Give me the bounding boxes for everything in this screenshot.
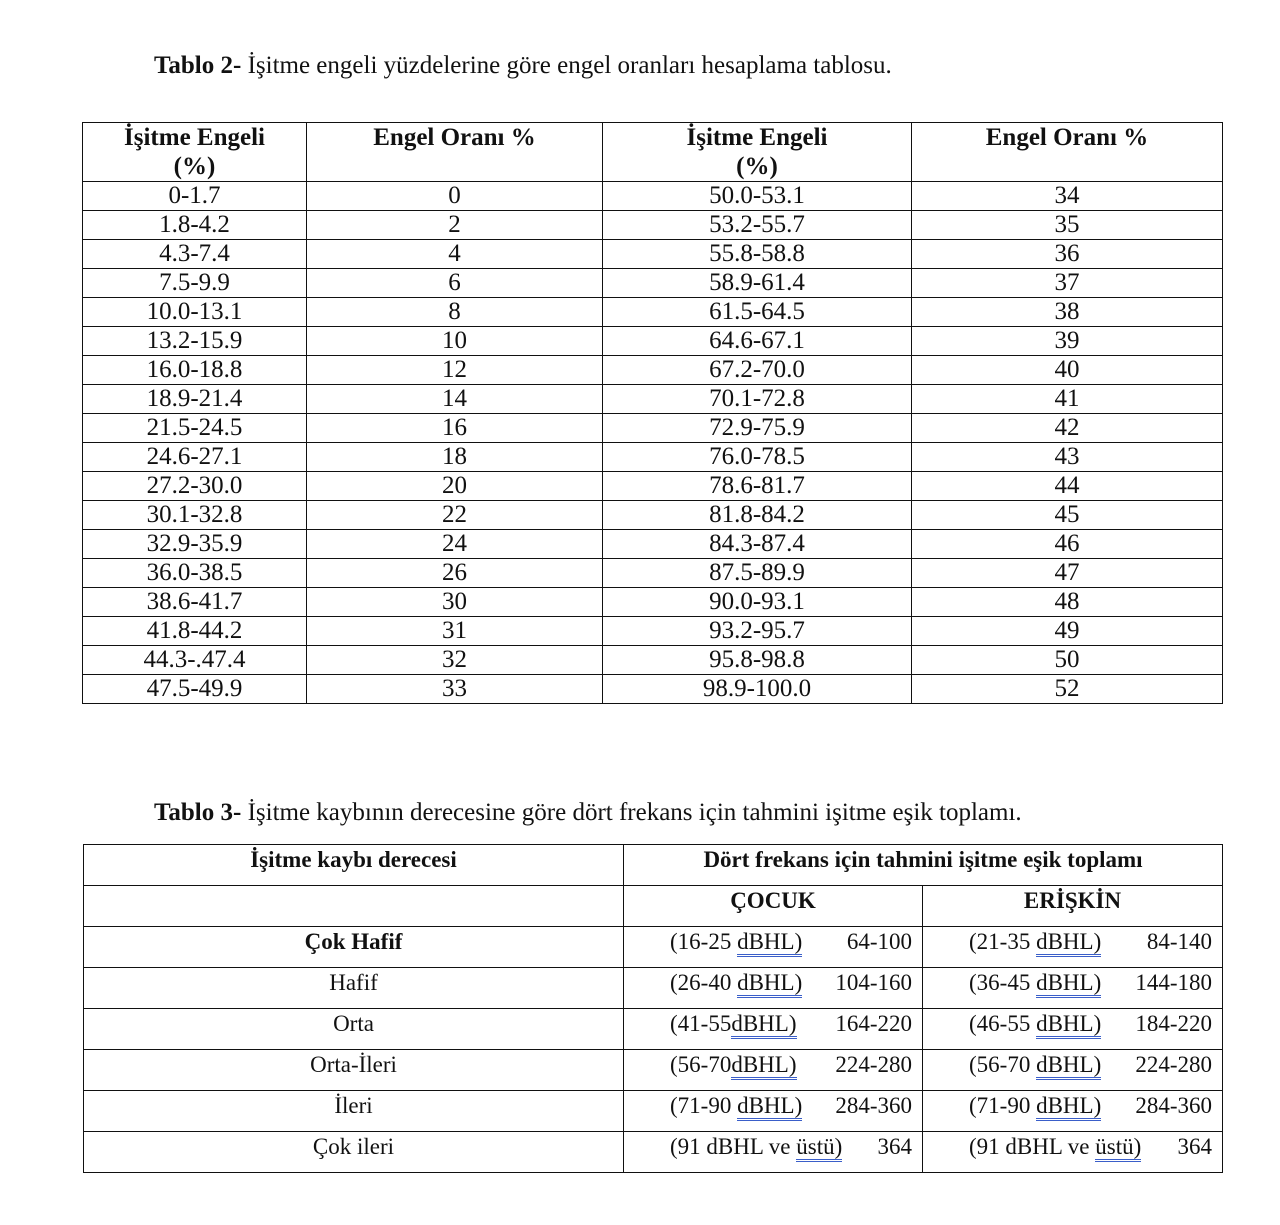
child-threshold-cell	[624, 1050, 923, 1091]
adult-threshold-cell	[923, 1091, 1223, 1132]
table-row	[83, 298, 1223, 327]
column-header: İşitme Engeli (%)	[83, 123, 307, 182]
adult-threshold-sum: 364	[1177, 1134, 1212, 1159]
table-cell: 12	[307, 356, 603, 385]
column-header: İşitme Engeli (%)	[603, 123, 912, 182]
child-range: (16-25	[670, 929, 738, 954]
column-header: Engel Oranı %	[307, 123, 603, 182]
table-cell: 32.9-35.9	[83, 530, 307, 559]
table-cell: 53.2-55.7	[603, 211, 912, 240]
table-row	[83, 385, 1223, 414]
table-cell: 43	[912, 443, 1223, 472]
table-cell: 6	[307, 269, 603, 298]
table-cell: 50.0-53.1	[603, 182, 912, 211]
hearing-loss-degree: Çok Hafif	[84, 927, 624, 968]
table-cell: 24	[307, 530, 603, 559]
table-cell: 22	[307, 501, 603, 530]
child-threshold-sum: 284-360	[835, 1093, 912, 1118]
hearing-loss-degree: Orta	[84, 1009, 624, 1050]
table3-caption	[154, 799, 1022, 827]
table-cell: 39	[912, 327, 1223, 356]
table-cell: 0-1.7	[83, 182, 307, 211]
table-cell: 70.1-72.8	[603, 385, 912, 414]
table-cell: 76.0-78.5	[603, 443, 912, 472]
table2-caption	[154, 52, 892, 80]
adult-threshold-sum: 284-360	[1135, 1093, 1212, 1118]
table-cell: 30.1-32.8	[83, 501, 307, 530]
adult-threshold-sum: 144-180	[1135, 970, 1212, 995]
child-threshold-cell	[624, 1009, 923, 1050]
table-cell: 27.2-30.0	[83, 472, 307, 501]
table-row	[83, 588, 1223, 617]
child-threshold-sum: 64-100	[846, 929, 912, 954]
header-hearing-loss-degree: İşitme kaybı derecesi	[84, 845, 624, 886]
table-cell: 38	[912, 298, 1223, 327]
table-cell: 95.8-98.8	[603, 646, 912, 675]
table-cell: 49	[912, 617, 1223, 646]
header-child: ÇOCUK	[624, 886, 923, 927]
table-cell: 16	[307, 414, 603, 443]
header-adult: ERİŞKİN	[923, 886, 1223, 927]
table3-caption-text: İşitme kaybının derecesine göre dört frekans için tahmini işitme eşik toplamı.	[241, 799, 1022, 826]
table-cell: 35	[912, 211, 1223, 240]
adult-range: (71-90	[969, 1093, 1037, 1118]
table-cell: 36.0-38.5	[83, 559, 307, 588]
hearing-loss-degree: Çok ileri	[84, 1132, 624, 1173]
table-row	[83, 356, 1223, 385]
table-cell: 18	[307, 443, 603, 472]
child-range: (26-40	[670, 970, 738, 995]
adult-range-unit: dBHL)	[1036, 1093, 1101, 1121]
adult-range-unit: dBHL)	[1036, 1052, 1101, 1080]
adult-threshold-cell	[923, 968, 1223, 1009]
adult-threshold-cell	[923, 1009, 1223, 1050]
table-cell: 46	[912, 530, 1223, 559]
table-cell: 52	[912, 675, 1223, 704]
table-cell: 0	[307, 182, 603, 211]
table-row	[84, 1091, 1223, 1132]
table-cell: 81.8-84.2	[603, 501, 912, 530]
table-cell: 4	[307, 240, 603, 269]
table-cell: 45	[912, 501, 1223, 530]
child-range: (91 dBHL ve	[670, 1134, 797, 1159]
table2-caption-label: Tablo 2-	[154, 52, 242, 79]
child-range: (56-70	[670, 1052, 732, 1077]
adult-range-unit: üstü)	[1095, 1134, 1141, 1162]
table-cell: 38.6-41.7	[83, 588, 307, 617]
table-row	[83, 530, 1223, 559]
child-threshold-sum: 364	[877, 1134, 912, 1159]
hearing-disability-table	[82, 122, 1223, 704]
table-cell: 36	[912, 240, 1223, 269]
table-cell: 34	[912, 182, 1223, 211]
header-threshold-sum: Dört frekans için tahmini işitme eşik toplamı	[624, 845, 1223, 886]
table-cell: 1.8-4.2	[83, 211, 307, 240]
table-row	[83, 472, 1223, 501]
table-header-row	[84, 845, 1223, 886]
table-cell: 21.5-24.5	[83, 414, 307, 443]
table-row	[84, 1009, 1223, 1050]
adult-threshold-sum: 84-140	[1146, 929, 1212, 954]
table-cell: 84.3-87.4	[603, 530, 912, 559]
table-cell: 8	[307, 298, 603, 327]
child-range-unit: dBHL)	[731, 1011, 796, 1039]
hearing-loss-degree: Hafif	[84, 968, 624, 1009]
table-cell: 7.5-9.9	[83, 269, 307, 298]
column-header: Engel Oranı %	[912, 123, 1223, 182]
table-row	[83, 211, 1223, 240]
hearing-loss-degree: Orta-İleri	[84, 1050, 624, 1091]
table-cell: 55.8-58.8	[603, 240, 912, 269]
table-cell: 58.9-61.4	[603, 269, 912, 298]
table-row	[83, 240, 1223, 269]
child-range-unit: dBHL)	[737, 970, 802, 998]
table-cell: 10.0-13.1	[83, 298, 307, 327]
adult-range-unit: dBHL)	[1036, 1011, 1101, 1039]
adult-range: (21-35	[969, 929, 1037, 954]
table-cell: 16.0-18.8	[83, 356, 307, 385]
child-range-unit: dBHL)	[731, 1052, 796, 1080]
table-cell: 2	[307, 211, 603, 240]
table-row	[83, 559, 1223, 588]
child-threshold-cell	[624, 927, 923, 968]
table-cell: 20	[307, 472, 603, 501]
child-range-unit: dBHL)	[737, 1093, 802, 1121]
table-cell: 47.5-49.9	[83, 675, 307, 704]
table-row	[83, 327, 1223, 356]
table-cell: 44	[912, 472, 1223, 501]
table2-caption-text: İşitme engeli yüzdelerine göre engel oranları hesaplama tablosu.	[241, 52, 892, 79]
adult-threshold-cell	[923, 927, 1223, 968]
table-cell: 98.9-100.0	[603, 675, 912, 704]
hearing-loss-degree: İleri	[84, 1091, 624, 1132]
child-threshold-sum: 104-160	[835, 970, 912, 995]
table-cell: 40	[912, 356, 1223, 385]
table-cell: 4.3-7.4	[83, 240, 307, 269]
child-range-unit: dBHL)	[737, 929, 802, 957]
adult-range: (36-45	[969, 970, 1037, 995]
table-row	[83, 182, 1223, 211]
empty-header-cell	[84, 886, 624, 927]
adult-range: (46-55	[969, 1011, 1037, 1036]
table-cell: 93.2-95.7	[603, 617, 912, 646]
table-cell: 37	[912, 269, 1223, 298]
table-cell: 61.5-64.5	[603, 298, 912, 327]
adult-range-unit: dBHL)	[1036, 970, 1101, 998]
table-cell: 10	[307, 327, 603, 356]
adult-range-unit: dBHL)	[1036, 929, 1101, 957]
table-cell: 31	[307, 617, 603, 646]
child-range: (41-55	[670, 1011, 732, 1036]
child-threshold-sum: 164-220	[835, 1011, 912, 1036]
table-row	[84, 968, 1223, 1009]
table-row	[83, 501, 1223, 530]
table-cell: 47	[912, 559, 1223, 588]
table-cell: 44.3-.47.4	[83, 646, 307, 675]
table-row	[83, 646, 1223, 675]
table-row	[84, 1050, 1223, 1091]
table-cell: 24.6-27.1	[83, 443, 307, 472]
table-cell: 41.8-44.2	[83, 617, 307, 646]
table-cell: 33	[307, 675, 603, 704]
child-threshold-sum: 224-280	[835, 1052, 912, 1077]
table-subheader-row	[84, 886, 1223, 927]
table-cell: 26	[307, 559, 603, 588]
adult-threshold-cell	[923, 1050, 1223, 1091]
table-row	[84, 1132, 1223, 1173]
table-cell: 30	[307, 588, 603, 617]
table-cell: 90.0-93.1	[603, 588, 912, 617]
table-row	[84, 927, 1223, 968]
table-cell: 42	[912, 414, 1223, 443]
table-row	[83, 617, 1223, 646]
table-cell: 18.9-21.4	[83, 385, 307, 414]
table-row	[83, 414, 1223, 443]
hearing-threshold-table	[83, 844, 1223, 1173]
table-cell: 48	[912, 588, 1223, 617]
table-cell: 64.6-67.1	[603, 327, 912, 356]
table-row	[83, 269, 1223, 298]
table-cell: 67.2-70.0	[603, 356, 912, 385]
table-cell: 32	[307, 646, 603, 675]
adult-threshold-sum: 184-220	[1135, 1011, 1212, 1036]
table-header-row	[83, 123, 1223, 182]
table-cell: 87.5-89.9	[603, 559, 912, 588]
table-row	[83, 675, 1223, 704]
child-threshold-cell	[624, 1091, 923, 1132]
table-row	[83, 443, 1223, 472]
adult-range: (91 dBHL ve	[969, 1134, 1096, 1159]
child-threshold-cell	[624, 1132, 923, 1173]
child-range: (71-90	[670, 1093, 738, 1118]
table-cell: 13.2-15.9	[83, 327, 307, 356]
table-cell: 72.9-75.9	[603, 414, 912, 443]
table-cell: 41	[912, 385, 1223, 414]
table-cell: 14	[307, 385, 603, 414]
adult-range: (56-70	[969, 1052, 1037, 1077]
adult-threshold-cell	[923, 1132, 1223, 1173]
table-cell: 78.6-81.7	[603, 472, 912, 501]
child-range-unit: üstü)	[796, 1134, 842, 1162]
child-threshold-cell	[624, 968, 923, 1009]
table3-caption-label: Tablo 3-	[154, 799, 242, 826]
adult-threshold-sum: 224-280	[1135, 1052, 1212, 1077]
table-cell: 50	[912, 646, 1223, 675]
